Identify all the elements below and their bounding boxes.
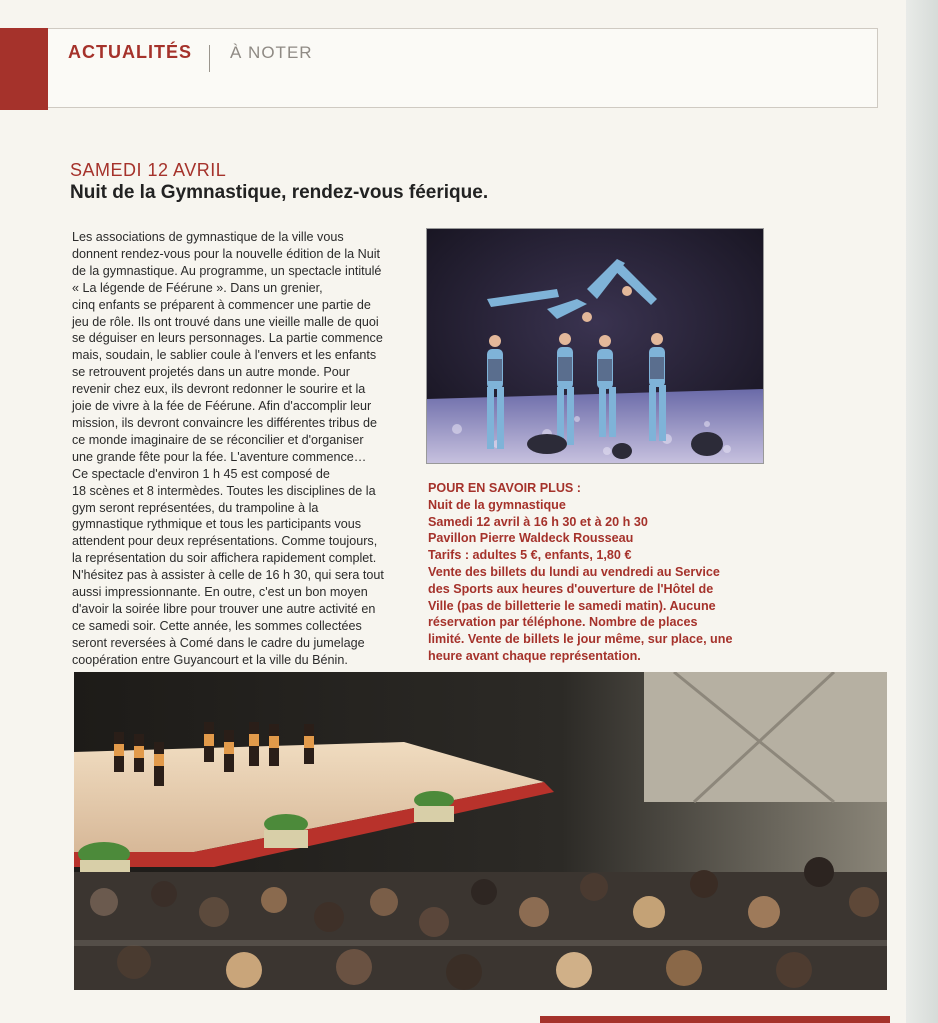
body-line: gymnastique rythmique et tous les participants vous	[72, 517, 362, 532]
body-line: joie de vivre à la fée de Féérune. Afin d'accomplir leur	[72, 399, 372, 414]
body-line: de la gymnastique. Au programme, un spectacle intitulé	[72, 263, 382, 278]
info-line: réservation par téléphone. Nombre de places	[428, 615, 698, 630]
body-line: 18 scènes et 8 intermèdes. Toutes les disciplines de la	[72, 483, 376, 498]
body-line: ce monde imaginaire de se réconcilier et d'organiser	[72, 432, 364, 447]
gymnasts-photo	[426, 228, 764, 464]
article-date: SAMEDI 12 AVRIL	[70, 160, 227, 180]
body-line: une grande fête pour la fée. L'aventure commence…	[72, 449, 367, 464]
body-line: Ce spectacle d'environ 1 h 45 est composé de	[72, 466, 330, 481]
info-heading: POUR EN SAVOIR PLUS :	[428, 481, 582, 495]
article-title: Nuit de la Gymnastique, rendez-vous féerique.	[70, 182, 489, 203]
body-line: se déguiser en leurs personnages. La partie commence	[72, 331, 383, 346]
body-line: aussi impressionnante. En outre, c'est un bon moyen	[72, 585, 368, 600]
body-line: mission, ils devront convaincre les différentes tribus de	[72, 415, 377, 430]
info-line: Nuit de la gymnastique	[428, 497, 566, 512]
subsection-title: À NOTER	[230, 43, 313, 62]
body-line: revenir chez eux, ils devront redonner le sourire et la	[72, 382, 366, 397]
page-edge	[906, 0, 938, 1023]
audience-hall-photo	[74, 672, 887, 990]
body-line: la représentation du soir affichera rapidement complet.	[72, 551, 377, 566]
header-separator	[209, 45, 210, 72]
body-line: d'avoir la soirée libre pour trouver une autre activité en	[72, 601, 376, 616]
body-line: ce samedi soir. Cette année, les sommes collectées	[72, 618, 362, 633]
info-line: Samedi 12 avril à 16 h 30 et à 20 h 30	[428, 514, 648, 529]
header-box	[0, 28, 878, 108]
info-line: Vente des billets du lundi au vendredi au Service	[428, 564, 720, 579]
body-line: coopération entre Guyancourt et la ville du Bénin.	[72, 652, 348, 667]
bottom-accent-bar	[540, 1016, 890, 1023]
body-line: gym seront représentées, du trampoline à la	[72, 500, 319, 515]
body-line: Les associations de gymnastique de la ville vous	[72, 230, 344, 244]
body-line: attendent pour deux représentations. Comme toujours,	[72, 534, 378, 549]
body-line: « La légende de Féérune ». Dans un grenier,	[72, 280, 323, 295]
section-title: ACTUALITÉS	[68, 42, 192, 62]
info-line: Ville (pas de billetterie le samedi matin). Aucune	[428, 598, 716, 613]
body-line: mais, soudain, le sablier coule à l'envers et les enfants	[72, 348, 377, 363]
info-line: heure avant chaque représentation.	[428, 648, 641, 663]
body-line: donnent rendez-vous pour la nouvelle édition de la Nuit	[72, 246, 381, 261]
info-line: Pavillon Pierre Waldeck Rousseau	[428, 531, 634, 546]
body-line: cinq enfants se préparent à commencer une partie de	[72, 297, 371, 312]
info-box	[428, 480, 778, 665]
info-line: des Sports aux heures d'ouverture de l'Hôtel de	[428, 581, 714, 596]
info-line: limité. Vente de billets le jour même, sur place, une	[428, 632, 733, 647]
body-line: seront reversées à Comé dans le cadre du jumelage	[72, 635, 365, 650]
body-line: N'hésitez pas à assister à celle de 16 h 30, qui sera tout	[72, 568, 384, 583]
article-body	[72, 229, 412, 669]
body-line: se retrouvent projetés dans un autre monde. Pour	[72, 365, 350, 380]
header-color-tab	[0, 28, 48, 110]
info-line: Tarifs : adultes 5 €, enfants, 1,80 €	[428, 548, 632, 563]
body-line: jeu de rôle. Ils ont trouvé dans une vieille malle de quoi	[72, 314, 379, 329]
